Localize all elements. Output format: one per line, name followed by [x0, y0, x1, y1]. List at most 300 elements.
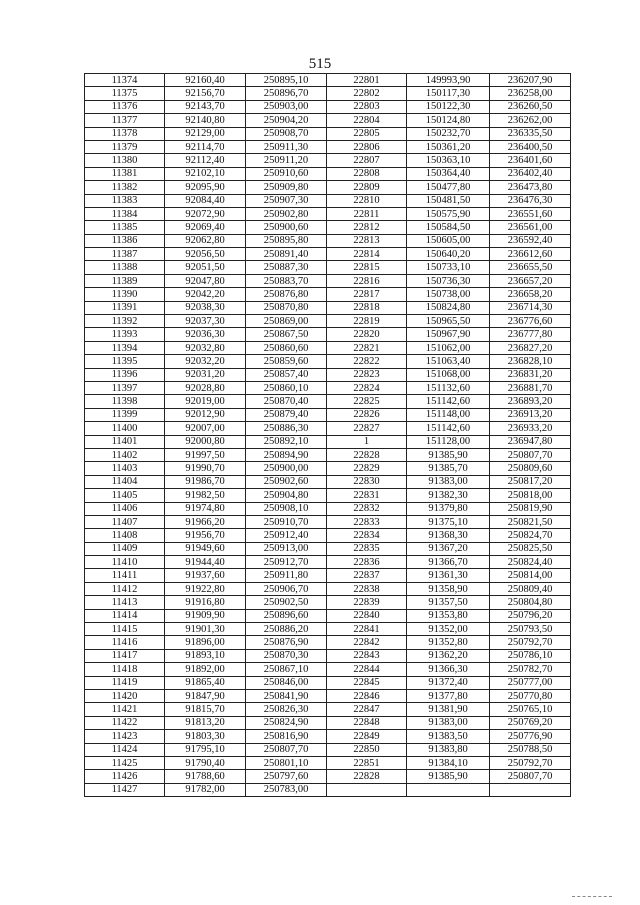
point-number-right-cell: 22832	[327, 502, 407, 515]
y-left-cell: 250908,70	[246, 127, 327, 140]
x-right-cell: 151062,00	[407, 341, 490, 354]
point-number-left-cell: 11398	[85, 395, 165, 408]
y-left-cell: 250911,80	[246, 569, 327, 582]
point-number-right-cell: 22819	[327, 315, 407, 328]
y-left-cell: 250860,10	[246, 381, 327, 394]
y-right-cell: 250769,20	[490, 716, 571, 729]
y-right-cell: 250776,90	[490, 730, 571, 743]
y-right-cell: 236476,30	[490, 194, 571, 207]
point-number-left-cell: 11404	[85, 475, 165, 488]
table-row	[85, 689, 571, 702]
point-number-left-cell: 11424	[85, 743, 165, 756]
table-row	[85, 181, 571, 194]
y-left-cell: 250869,00	[246, 315, 327, 328]
x-left-cell: 92036,30	[165, 328, 246, 341]
y-right-cell: 250807,70	[490, 448, 571, 461]
x-right-cell: 150124,80	[407, 114, 490, 127]
point-number-left-cell: 11416	[85, 636, 165, 649]
x-left-cell: 92095,90	[165, 181, 246, 194]
y-left-cell: 250841,90	[246, 689, 327, 702]
y-right-cell: 236400,50	[490, 140, 571, 153]
x-right-cell: 91352,00	[407, 623, 490, 636]
x-left-cell: 91990,70	[165, 462, 246, 475]
point-number-left-cell: 11427	[85, 783, 165, 796]
table-row	[85, 207, 571, 220]
x-left-cell: 92084,40	[165, 194, 246, 207]
y-right-cell: 250809,60	[490, 462, 571, 475]
y-left-cell: 250859,60	[246, 355, 327, 368]
point-number-right-cell: 22841	[327, 623, 407, 636]
point-number-right-cell: 22850	[327, 743, 407, 756]
y-left-cell: 250903,00	[246, 100, 327, 113]
y-left-cell: 250886,30	[246, 422, 327, 435]
table-row	[85, 502, 571, 515]
point-number-left-cell: 11421	[85, 703, 165, 716]
point-number-left-cell: 11403	[85, 462, 165, 475]
point-number-left-cell: 11386	[85, 234, 165, 247]
x-right-cell: 91385,90	[407, 770, 490, 783]
y-right-cell: 250792,70	[490, 636, 571, 649]
x-right-cell: 150824,80	[407, 301, 490, 314]
point-number-right-cell: 22839	[327, 596, 407, 609]
table-row	[85, 435, 571, 448]
point-number-right-cell: 22849	[327, 730, 407, 743]
y-left-cell: 250876,90	[246, 636, 327, 649]
point-number-right-cell: 22809	[327, 181, 407, 194]
y-left-cell: 250883,70	[246, 274, 327, 287]
point-number-left-cell: 11376	[85, 100, 165, 113]
point-number-right-cell: 22844	[327, 663, 407, 676]
y-left-cell: 250816,90	[246, 730, 327, 743]
table-row	[85, 234, 571, 247]
point-number-left-cell: 11391	[85, 301, 165, 314]
y-left-cell: 250870,30	[246, 649, 327, 662]
x-left-cell: 92160,40	[165, 74, 246, 87]
point-number-left-cell: 11400	[85, 422, 165, 435]
x-right-cell: 91368,30	[407, 529, 490, 542]
x-right-cell: 150738,00	[407, 288, 490, 301]
x-right-cell: 150736,30	[407, 274, 490, 287]
table-row	[85, 716, 571, 729]
y-left-cell: 250902,80	[246, 207, 327, 220]
point-number-right-cell: 22802	[327, 87, 407, 100]
y-right-cell: 250817,20	[490, 475, 571, 488]
table-row	[85, 783, 571, 796]
point-number-right-cell: 22842	[327, 636, 407, 649]
point-number-left-cell: 11378	[85, 127, 165, 140]
x-right-cell: 151063,40	[407, 355, 490, 368]
point-number-right-cell: 22840	[327, 609, 407, 622]
point-number-right-cell: 22823	[327, 368, 407, 381]
y-left-cell: 250908,10	[246, 502, 327, 515]
point-number-right-cell: 22847	[327, 703, 407, 716]
y-left-cell: 250906,70	[246, 582, 327, 595]
point-number-left-cell: 11426	[85, 770, 165, 783]
x-right-cell: 150361,20	[407, 140, 490, 153]
x-left-cell: 92102,10	[165, 167, 246, 180]
point-number-left-cell: 11407	[85, 515, 165, 528]
y-right-cell: 250765,10	[490, 703, 571, 716]
x-left-cell: 91847,90	[165, 689, 246, 702]
table-row	[85, 74, 571, 87]
point-number-left-cell: 11385	[85, 221, 165, 234]
y-right-cell: 236881,70	[490, 381, 571, 394]
y-left-cell: 250902,60	[246, 475, 327, 488]
y-right-cell: 236657,20	[490, 274, 571, 287]
table-row	[85, 582, 571, 595]
x-right-cell: 150232,70	[407, 127, 490, 140]
table-row	[85, 328, 571, 341]
point-number-left-cell: 11374	[85, 74, 165, 87]
x-left-cell: 92042,20	[165, 288, 246, 301]
y-left-cell: 250807,70	[246, 743, 327, 756]
point-number-right-cell: 22808	[327, 167, 407, 180]
y-left-cell: 250910,60	[246, 167, 327, 180]
x-right-cell: 151128,00	[407, 435, 490, 448]
x-left-cell: 92072,90	[165, 207, 246, 220]
point-number-right-cell: 22843	[327, 649, 407, 662]
y-left-cell: 250846,00	[246, 676, 327, 689]
table-row	[85, 355, 571, 368]
point-number-right-cell: 22805	[327, 127, 407, 140]
table-row	[85, 730, 571, 743]
table-row	[85, 422, 571, 435]
point-number-left-cell: 11402	[85, 448, 165, 461]
y-right-cell: 236655,50	[490, 261, 571, 274]
x-right-cell: 150364,40	[407, 167, 490, 180]
y-right-cell: 236777,80	[490, 328, 571, 341]
x-right-cell: 150965,50	[407, 315, 490, 328]
x-left-cell: 91966,20	[165, 515, 246, 528]
y-right-cell: 236473,80	[490, 181, 571, 194]
point-number-left-cell: 11411	[85, 569, 165, 582]
table-row	[85, 676, 571, 689]
x-left-cell: 92032,80	[165, 341, 246, 354]
x-left-cell: 92031,20	[165, 368, 246, 381]
y-right-cell: 236828,10	[490, 355, 571, 368]
y-left-cell: 250867,50	[246, 328, 327, 341]
point-number-right-cell: 22828	[327, 448, 407, 461]
x-left-cell: 91916,80	[165, 596, 246, 609]
table-row	[85, 649, 571, 662]
x-right-cell: 150733,10	[407, 261, 490, 274]
y-left-cell: 250879,40	[246, 408, 327, 421]
point-number-left-cell: 11397	[85, 381, 165, 394]
y-left-cell: 250824,90	[246, 716, 327, 729]
table-row	[85, 274, 571, 287]
point-number-right-cell: 22822	[327, 355, 407, 368]
y-left-cell: 250902,50	[246, 596, 327, 609]
point-number-left-cell: 11379	[85, 140, 165, 153]
point-number-right-cell: 22848	[327, 716, 407, 729]
x-right-cell: 151142,60	[407, 395, 490, 408]
point-number-right-cell: 22810	[327, 194, 407, 207]
x-right-cell: 91366,70	[407, 556, 490, 569]
x-left-cell: 91909,90	[165, 609, 246, 622]
table-row	[85, 315, 571, 328]
x-right-cell: 150481,50	[407, 194, 490, 207]
y-right-cell: 250777,00	[490, 676, 571, 689]
x-right-cell: 91366,30	[407, 663, 490, 676]
y-right-cell: 236893,20	[490, 395, 571, 408]
y-left-cell: 250826,30	[246, 703, 327, 716]
x-left-cell: 91922,80	[165, 582, 246, 595]
table-row	[85, 368, 571, 381]
table-row	[85, 703, 571, 716]
point-number-right-cell: 22816	[327, 274, 407, 287]
x-right-cell: 150605,00	[407, 234, 490, 247]
table-row	[85, 341, 571, 354]
x-left-cell: 92129,00	[165, 127, 246, 140]
y-left-cell: 250896,70	[246, 87, 327, 100]
point-number-right-cell: 22826	[327, 408, 407, 421]
x-right-cell: 151148,00	[407, 408, 490, 421]
y-left-cell: 250909,80	[246, 181, 327, 194]
table-row	[85, 127, 571, 140]
y-right-cell: 250807,70	[490, 770, 571, 783]
y-right-cell: 250782,70	[490, 663, 571, 676]
y-right-cell: 236612,60	[490, 248, 571, 261]
table-row	[85, 529, 571, 542]
point-number-right-cell: 22851	[327, 756, 407, 769]
y-right-cell: 236913,20	[490, 408, 571, 421]
scan-edge-mark	[572, 896, 612, 897]
y-left-cell: 250857,40	[246, 368, 327, 381]
y-right-cell: 250793,50	[490, 623, 571, 636]
point-number-right-cell: 22829	[327, 462, 407, 475]
point-number-left-cell: 11384	[85, 207, 165, 220]
point-number-left-cell: 11425	[85, 756, 165, 769]
point-number-right-cell: 22824	[327, 381, 407, 394]
x-left-cell: 91892,00	[165, 663, 246, 676]
y-right-cell: 236551,60	[490, 207, 571, 220]
y-left-cell: 250912,40	[246, 529, 327, 542]
point-number-right-cell: 22838	[327, 582, 407, 595]
x-right-cell: 151142,60	[407, 422, 490, 435]
x-right-cell: 150477,80	[407, 181, 490, 194]
y-right-cell: 236260,50	[490, 100, 571, 113]
point-number-right-cell: 22831	[327, 489, 407, 502]
coordinates-table	[84, 73, 571, 797]
y-right-cell: 250825,50	[490, 542, 571, 555]
y-right-cell: 236714,30	[490, 301, 571, 314]
table-row	[85, 756, 571, 769]
x-right-cell: 91381,90	[407, 703, 490, 716]
y-right-cell: 250818,00	[490, 489, 571, 502]
x-right-cell: 91362,20	[407, 649, 490, 662]
table-row	[85, 475, 571, 488]
x-left-cell: 91795,10	[165, 743, 246, 756]
x-right-cell: 91385,70	[407, 462, 490, 475]
point-number-right-cell: 22815	[327, 261, 407, 274]
x-right-cell: 91358,90	[407, 582, 490, 595]
table-row	[85, 448, 571, 461]
point-number-left-cell: 11417	[85, 649, 165, 662]
point-number-left-cell: 11377	[85, 114, 165, 127]
y-right-cell: 236827,20	[490, 341, 571, 354]
point-number-right-cell: 22803	[327, 100, 407, 113]
y-right-cell: 250804,80	[490, 596, 571, 609]
table-row	[85, 569, 571, 582]
y-left-cell: 250913,00	[246, 542, 327, 555]
table-row	[85, 663, 571, 676]
point-number-left-cell: 11390	[85, 288, 165, 301]
x-left-cell: 91949,60	[165, 542, 246, 555]
table-row	[85, 167, 571, 180]
x-right-cell: 91372,40	[407, 676, 490, 689]
table-row	[85, 515, 571, 528]
x-left-cell: 92007,00	[165, 422, 246, 435]
y-right-cell: 250819,90	[490, 502, 571, 515]
y-left-cell: 250904,20	[246, 114, 327, 127]
y-right-cell: 250786,10	[490, 649, 571, 662]
point-number-left-cell: 11410	[85, 556, 165, 569]
point-number-left-cell: 11380	[85, 154, 165, 167]
y-left-cell: 250801,10	[246, 756, 327, 769]
point-number-right-cell: 22801	[327, 74, 407, 87]
point-number-right-cell: 22837	[327, 569, 407, 582]
table-row	[85, 596, 571, 609]
point-number-left-cell: 11383	[85, 194, 165, 207]
y-right-cell: 250824,40	[490, 556, 571, 569]
point-number-left-cell: 11419	[85, 676, 165, 689]
x-left-cell: 92032,20	[165, 355, 246, 368]
point-number-left-cell: 11415	[85, 623, 165, 636]
point-number-right-cell: 22806	[327, 140, 407, 153]
y-right-cell: 236658,20	[490, 288, 571, 301]
point-number-right-cell: 22830	[327, 475, 407, 488]
point-number-right-cell: 22813	[327, 234, 407, 247]
point-number-left-cell: 11388	[85, 261, 165, 274]
x-left-cell: 92038,30	[165, 301, 246, 314]
y-right-cell: 236335,50	[490, 127, 571, 140]
x-right-cell: 150363,10	[407, 154, 490, 167]
x-right-cell: 91352,80	[407, 636, 490, 649]
y-left-cell: 250911,30	[246, 140, 327, 153]
point-number-left-cell: 11412	[85, 582, 165, 595]
table-row	[85, 140, 571, 153]
y-right-cell: 236402,40	[490, 167, 571, 180]
x-left-cell: 91997,50	[165, 448, 246, 461]
y-left-cell: 250900,60	[246, 221, 327, 234]
point-number-right-cell: 22835	[327, 542, 407, 555]
x-right-cell: 150967,90	[407, 328, 490, 341]
x-right-cell: 91383,80	[407, 743, 490, 756]
x-right-cell: 91383,50	[407, 730, 490, 743]
y-left-cell: 250912,70	[246, 556, 327, 569]
y-left-cell: 250892,10	[246, 435, 327, 448]
page-number: 515	[308, 56, 332, 72]
x-left-cell: 92056,50	[165, 248, 246, 261]
y-right-cell: 250814,00	[490, 569, 571, 582]
y-left-cell: 250910,70	[246, 515, 327, 528]
y-right-cell: 236592,40	[490, 234, 571, 247]
x-right-cell: 91353,80	[407, 609, 490, 622]
y-right-cell	[490, 783, 571, 796]
point-number-left-cell: 11414	[85, 609, 165, 622]
x-right-cell: 91383,00	[407, 475, 490, 488]
y-left-cell: 250895,80	[246, 234, 327, 247]
x-left-cell: 92114,70	[165, 140, 246, 153]
table-row	[85, 489, 571, 502]
x-left-cell: 92069,40	[165, 221, 246, 234]
x-right-cell: 150584,50	[407, 221, 490, 234]
x-left-cell: 91944,40	[165, 556, 246, 569]
point-number-right-cell: 22828	[327, 770, 407, 783]
x-right-cell: 91383,00	[407, 716, 490, 729]
point-number-right-cell: 22812	[327, 221, 407, 234]
table-row	[85, 114, 571, 127]
table-row	[85, 154, 571, 167]
y-left-cell: 250870,40	[246, 395, 327, 408]
y-right-cell: 236262,00	[490, 114, 571, 127]
point-number-right-cell: 22817	[327, 288, 407, 301]
x-right-cell: 91384,10	[407, 756, 490, 769]
table-row	[85, 770, 571, 783]
point-number-right-cell: 22846	[327, 689, 407, 702]
x-right-cell: 151068,00	[407, 368, 490, 381]
y-right-cell: 236947,80	[490, 435, 571, 448]
x-left-cell: 91782,00	[165, 783, 246, 796]
x-left-cell: 92012,90	[165, 408, 246, 421]
y-left-cell: 250894,90	[246, 448, 327, 461]
x-left-cell: 92037,30	[165, 315, 246, 328]
y-left-cell: 250891,40	[246, 248, 327, 261]
point-number-left-cell: 11401	[85, 435, 165, 448]
point-number-left-cell: 11423	[85, 730, 165, 743]
point-number-right-cell: 22818	[327, 301, 407, 314]
table-row	[85, 261, 571, 274]
table-row	[85, 288, 571, 301]
y-left-cell: 250876,80	[246, 288, 327, 301]
y-left-cell: 250783,00	[246, 783, 327, 796]
y-right-cell: 236561,00	[490, 221, 571, 234]
point-number-right-cell: 22814	[327, 248, 407, 261]
table-row	[85, 381, 571, 394]
y-right-cell: 250788,50	[490, 743, 571, 756]
y-right-cell: 250796,20	[490, 609, 571, 622]
table-row	[85, 100, 571, 113]
table-row	[85, 221, 571, 234]
point-number-left-cell: 11393	[85, 328, 165, 341]
x-left-cell: 92028,80	[165, 381, 246, 394]
point-number-left-cell: 11408	[85, 529, 165, 542]
table-row	[85, 623, 571, 636]
point-number-right-cell	[327, 783, 407, 796]
table-row	[85, 194, 571, 207]
y-left-cell: 250886,20	[246, 623, 327, 636]
x-left-cell: 91803,30	[165, 730, 246, 743]
y-right-cell: 250824,70	[490, 529, 571, 542]
table-row	[85, 462, 571, 475]
table-row	[85, 636, 571, 649]
point-number-left-cell: 11418	[85, 663, 165, 676]
x-left-cell: 91937,60	[165, 569, 246, 582]
x-left-cell: 92112,40	[165, 154, 246, 167]
x-right-cell: 150640,20	[407, 248, 490, 261]
y-right-cell: 236933,20	[490, 422, 571, 435]
x-left-cell: 91896,00	[165, 636, 246, 649]
y-left-cell: 250896,60	[246, 609, 327, 622]
x-left-cell: 91788,60	[165, 770, 246, 783]
y-right-cell: 236258,00	[490, 87, 571, 100]
y-left-cell: 250911,20	[246, 154, 327, 167]
x-right-cell: 149993,90	[407, 74, 490, 87]
y-left-cell: 250907,30	[246, 194, 327, 207]
point-number-left-cell: 11406	[85, 502, 165, 515]
y-right-cell: 250792,70	[490, 756, 571, 769]
point-number-right-cell: 22836	[327, 556, 407, 569]
